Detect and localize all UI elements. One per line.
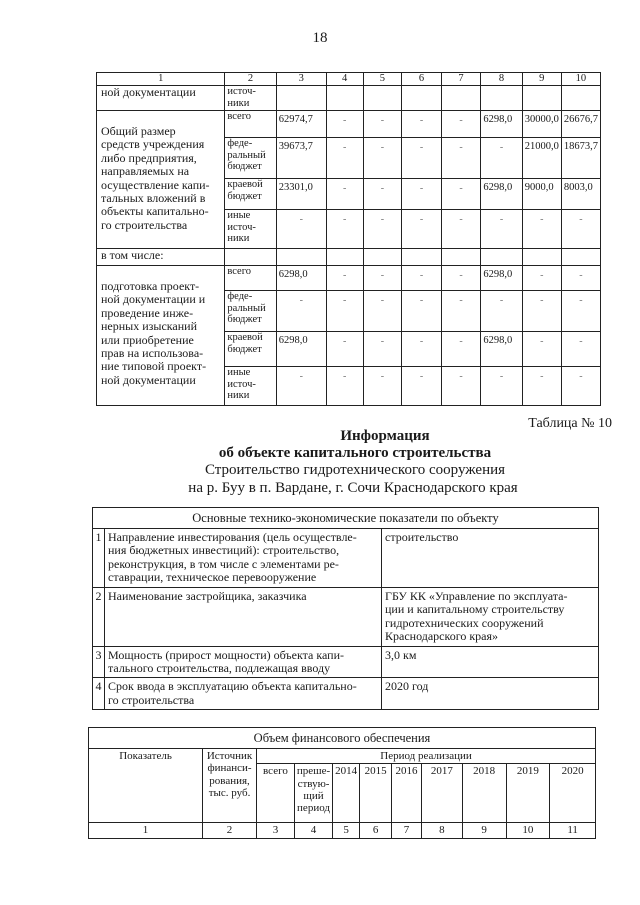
value-cell: - bbox=[481, 290, 522, 331]
value-cell: - bbox=[441, 178, 481, 209]
row-number: 3 bbox=[93, 646, 105, 678]
financing-caption: Объем финансового обеспечения bbox=[89, 728, 596, 749]
column-year: 2020 bbox=[550, 764, 596, 823]
column-year: 2016 bbox=[392, 764, 422, 823]
column-number: 1 bbox=[89, 823, 203, 838]
column-previous-period: преше- ствую- щий период bbox=[294, 764, 332, 823]
financing-table bbox=[88, 727, 596, 839]
indicators-header: Основные технико-экономические показатели по объекту bbox=[93, 508, 599, 529]
value-cell: - bbox=[363, 110, 402, 137]
source-label: краевой бюджет bbox=[225, 331, 276, 366]
value-cell: - bbox=[481, 366, 522, 405]
object-name: Строительство гидротехнического сооружения bbox=[204, 462, 506, 478]
value-cell: 6298,0 bbox=[481, 178, 522, 209]
source-label: иные источ- ники bbox=[225, 209, 276, 248]
value-cell bbox=[402, 85, 442, 110]
value-cell: - bbox=[481, 209, 522, 248]
table-header-row bbox=[97, 73, 601, 86]
empty-cell bbox=[402, 248, 442, 265]
table-row bbox=[93, 587, 599, 646]
value-cell: - bbox=[363, 178, 402, 209]
value-cell: - bbox=[326, 366, 363, 405]
column-year: 2014 bbox=[333, 764, 360, 823]
value-cell: - bbox=[326, 331, 363, 366]
value-cell: - bbox=[522, 331, 561, 366]
value-cell: 6298,0 bbox=[276, 331, 326, 366]
column-indicator: Показатель bbox=[89, 749, 203, 823]
table-row bbox=[97, 248, 601, 265]
value-cell: - bbox=[441, 331, 481, 366]
table-header-row bbox=[93, 508, 599, 529]
value-cell: 18673,7 bbox=[561, 137, 600, 178]
value-cell: - bbox=[441, 110, 481, 137]
value-cell: - bbox=[522, 366, 561, 405]
column-number: 2 bbox=[203, 823, 257, 838]
value-cell: - bbox=[402, 290, 442, 331]
value-cell bbox=[481, 85, 522, 110]
value-cell: - bbox=[276, 366, 326, 405]
column-number: 4 bbox=[294, 823, 332, 838]
value-cell: - bbox=[402, 209, 442, 248]
value-cell: - bbox=[561, 265, 600, 290]
column-number: 4 bbox=[326, 73, 363, 86]
table-row bbox=[93, 646, 599, 678]
object-location: на р. Буу в п. Вардане, г. Сочи Краснодарского края bbox=[188, 480, 518, 496]
value-cell: - bbox=[402, 366, 442, 405]
value-cell: - bbox=[441, 265, 481, 290]
value-cell: - bbox=[402, 110, 442, 137]
value-cell: - bbox=[561, 209, 600, 248]
value-cell: - bbox=[276, 290, 326, 331]
value-cell: - bbox=[522, 290, 561, 331]
empty-cell bbox=[481, 248, 522, 265]
column-number: 8 bbox=[422, 823, 463, 838]
value-cell: - bbox=[276, 209, 326, 248]
value-cell: - bbox=[561, 366, 600, 405]
indicator-label: Наименование застройщика, заказчика bbox=[105, 587, 382, 646]
table-row bbox=[97, 85, 601, 110]
value-cell: - bbox=[402, 265, 442, 290]
table-caption-row bbox=[89, 728, 596, 749]
value-cell bbox=[363, 85, 402, 110]
value-cell: 8003,0 bbox=[561, 178, 600, 209]
indicator-label: подготовка проект- ной документации и проведение инже- нерных изысканий или приобретение прав на использова- ние типовой проект- ной документации bbox=[97, 265, 225, 405]
value-cell: - bbox=[326, 110, 363, 137]
indicator-value: 2020 год bbox=[382, 678, 599, 710]
row-number: 1 bbox=[93, 529, 105, 588]
value-cell bbox=[326, 85, 363, 110]
value-cell: - bbox=[441, 209, 481, 248]
value-cell: 6298,0 bbox=[276, 265, 326, 290]
value-cell bbox=[561, 85, 600, 110]
column-number: 1 bbox=[97, 73, 225, 86]
value-cell: 6298,0 bbox=[481, 331, 522, 366]
value-cell bbox=[441, 85, 481, 110]
value-cell: - bbox=[363, 366, 402, 405]
indicator-value: 3,0 км bbox=[382, 646, 599, 678]
empty-cell bbox=[441, 248, 481, 265]
value-cell: - bbox=[522, 209, 561, 248]
value-cell: 21000,0 bbox=[522, 137, 561, 178]
empty-cell bbox=[225, 248, 276, 265]
indicator-value: ГБУ КК «Управление по эксплуата- ции и капитальному строительству гидротехнических сооружений Краснодарского края» bbox=[382, 587, 599, 646]
column-number: 5 bbox=[363, 73, 402, 86]
column-number: 9 bbox=[522, 73, 561, 86]
indicators-table bbox=[92, 507, 599, 710]
value-cell bbox=[522, 85, 561, 110]
column-year: 2017 bbox=[422, 764, 463, 823]
indicator-label: Срок ввода в эксплуатацию объекта капитально- го строительства bbox=[105, 678, 382, 710]
value-cell: 30000,0 bbox=[522, 110, 561, 137]
column-year: 2015 bbox=[360, 764, 392, 823]
row-number: 4 bbox=[93, 678, 105, 710]
value-cell: - bbox=[402, 137, 442, 178]
indicator-label: Общий размер средств учреждения либо предприятия, направляемых на осуществление капи- тальных вложений в объекты капитально- го строительства bbox=[97, 110, 225, 248]
value-cell: 39673,7 bbox=[276, 137, 326, 178]
indicator-value: строительство bbox=[382, 529, 599, 588]
table-row bbox=[89, 823, 596, 838]
value-cell: 62974,7 bbox=[276, 110, 326, 137]
source-label: источ- ники bbox=[225, 85, 276, 110]
column-number: 3 bbox=[276, 73, 326, 86]
page-number: 18 bbox=[312, 30, 328, 46]
value-cell: 6298,0 bbox=[481, 265, 522, 290]
subheader: в том числе: bbox=[97, 248, 225, 265]
column-number: 7 bbox=[441, 73, 481, 86]
source-label: всего bbox=[225, 265, 276, 290]
column-number: 10 bbox=[506, 823, 550, 838]
value-cell: - bbox=[326, 178, 363, 209]
source-label: феде- ральный бюджет bbox=[225, 290, 276, 331]
value-cell: - bbox=[402, 178, 442, 209]
column-year: 2019 bbox=[506, 764, 550, 823]
value-cell: - bbox=[561, 290, 600, 331]
column-number: 6 bbox=[360, 823, 392, 838]
value-cell: - bbox=[561, 331, 600, 366]
value-cell: - bbox=[326, 209, 363, 248]
column-number: 9 bbox=[462, 823, 506, 838]
value-cell: - bbox=[522, 265, 561, 290]
empty-cell bbox=[363, 248, 402, 265]
value-cell: 9000,0 bbox=[522, 178, 561, 209]
source-label: краевой бюджет bbox=[225, 178, 276, 209]
empty-cell bbox=[276, 248, 326, 265]
column-year: 2018 bbox=[462, 764, 506, 823]
value-cell: - bbox=[363, 331, 402, 366]
indicator-label: Направление инвестирования (цель осуществле- ния бюджетных инвестиций): строительство, реконструкция, в том числе с элементами ре- ставрации, техническое перевооружение bbox=[105, 529, 382, 588]
value-cell: - bbox=[363, 137, 402, 178]
column-total: всего bbox=[257, 764, 295, 823]
value-cell: 6298,0 bbox=[481, 110, 522, 137]
funding-table-continued bbox=[96, 72, 601, 406]
source-label: иные источ- ники bbox=[225, 366, 276, 405]
doc-title: Информация bbox=[340, 428, 430, 444]
column-number: 8 bbox=[481, 73, 522, 86]
source-label: всего bbox=[225, 110, 276, 137]
table-row bbox=[93, 678, 599, 710]
table-row bbox=[93, 529, 599, 588]
column-number: 5 bbox=[333, 823, 360, 838]
empty-cell bbox=[561, 248, 600, 265]
indicator-label: Мощность (прирост мощности) объекта капи- тального строительства, подлежащая вводу bbox=[105, 646, 382, 678]
table-row bbox=[97, 265, 601, 290]
table-number: Таблица № 10 bbox=[528, 416, 612, 431]
value-cell: - bbox=[363, 209, 402, 248]
value-cell: 23301,0 bbox=[276, 178, 326, 209]
column-number: 10 bbox=[561, 73, 600, 86]
doc-subtitle: об объекте капитального строительства bbox=[218, 445, 492, 461]
value-cell: - bbox=[363, 265, 402, 290]
value-cell: - bbox=[326, 265, 363, 290]
column-number: 6 bbox=[402, 73, 442, 86]
table-row bbox=[97, 110, 601, 137]
value-cell: 26676,7 bbox=[561, 110, 600, 137]
table-header-row bbox=[89, 749, 596, 764]
value-cell: - bbox=[326, 290, 363, 331]
source-label: феде- ральный бюджет bbox=[225, 137, 276, 178]
row-number: 2 bbox=[93, 587, 105, 646]
row-label: ной документации bbox=[97, 85, 225, 110]
value-cell: - bbox=[481, 137, 522, 178]
value-cell: - bbox=[441, 366, 481, 405]
column-number: 3 bbox=[257, 823, 295, 838]
value-cell: - bbox=[363, 290, 402, 331]
column-source: Источник финанси- рования, тыс. руб. bbox=[203, 749, 257, 823]
empty-cell bbox=[522, 248, 561, 265]
value-cell: - bbox=[402, 331, 442, 366]
value-cell: - bbox=[441, 137, 481, 178]
empty-cell bbox=[326, 248, 363, 265]
period-header: Период реализации bbox=[257, 749, 596, 764]
value-cell bbox=[276, 85, 326, 110]
value-cell: - bbox=[326, 137, 363, 178]
column-number: 11 bbox=[550, 823, 596, 838]
value-cell: - bbox=[441, 290, 481, 331]
column-number: 2 bbox=[225, 73, 276, 86]
column-number: 7 bbox=[392, 823, 422, 838]
